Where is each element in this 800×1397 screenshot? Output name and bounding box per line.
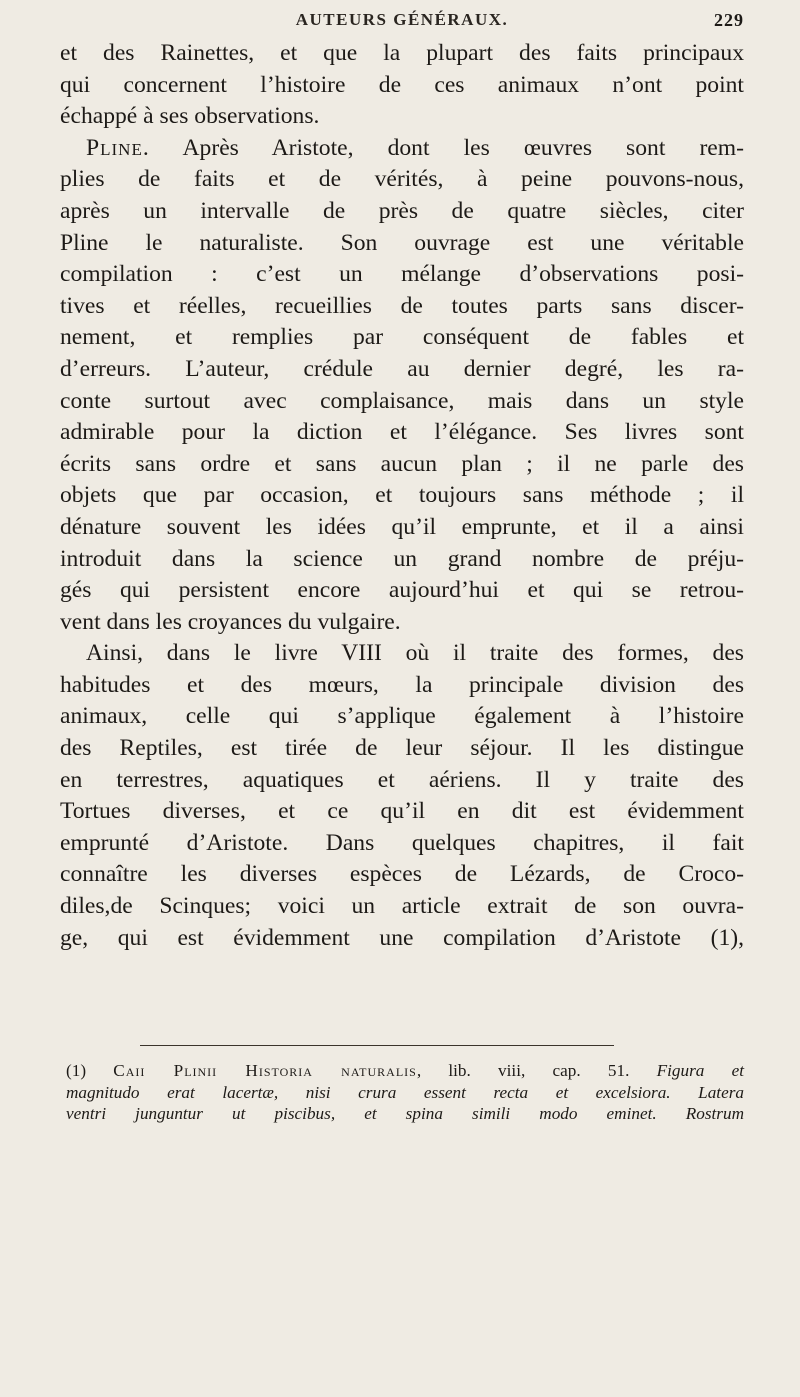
- text-line: Tortues diverses, et ce qu’il en dit est évidemment: [60, 798, 744, 825]
- footnote-line: [66, 1060, 744, 1082]
- text-line: emprunté d’Aristote. Dans quelques chapitres, il fait: [60, 829, 744, 856]
- body-text: [60, 38, 744, 954]
- text-line: Ainsi, dans le livre VIII où il traite des formes, des: [86, 640, 744, 667]
- text-line: qui concernent l’histoire de ces animaux n’ont point: [60, 71, 744, 98]
- text-line: des Reptiles, est tirée de leur séjour. Il les distingue: [60, 735, 744, 762]
- text-line: introduit dans la science un grand nombre de préju-: [60, 545, 744, 572]
- text-line: compilation : c’est un mélange d’observations posi-: [60, 261, 744, 288]
- footnote: [66, 1060, 744, 1125]
- running-head: [60, 10, 744, 34]
- text-line: après un intervalle de près de quatre siècles, citer: [60, 197, 744, 224]
- text-line: [60, 133, 744, 165]
- text-line: tives et réelles, recueillies de toutes parts sans discer-: [60, 292, 744, 319]
- running-title: AUTEURS GÉNÉRAUX.: [295, 10, 509, 29]
- text-line: conte surtout avec complaisance, mais dans un style: [60, 387, 744, 414]
- text-line: habitudes et des mœurs, la principale division des: [60, 671, 744, 698]
- footnote-quote-start: Figura et: [656, 1061, 744, 1080]
- text-line: Pline le naturaliste. Son ouvrage est une véritable: [60, 229, 744, 256]
- text-line: en terrestres, aquatiques et aériens. Il y traite des: [60, 766, 744, 793]
- text-line: connaître les diverses espèces de Lézards, de Croco-: [60, 861, 744, 888]
- text-line: dénature souvent les idées qu’il emprunte, et il a ainsi: [60, 513, 744, 540]
- footnote-source: Caii Plinii Historia naturalis: [113, 1061, 417, 1080]
- section-lead: Pline.: [86, 134, 150, 161]
- text-line: échappé à ses observations.: [60, 103, 320, 130]
- text-line: d’erreurs. L’auteur, crédule au dernier degré, les ra-: [60, 355, 744, 382]
- text-line: admirable pour la diction et l’élégance. Ses livres sont: [60, 419, 744, 446]
- footnote-reference: , lib. viii, cap. 51.: [416, 1061, 630, 1080]
- footnote-line: magnitudo erat lacertæ, nisi crura essent recta et excelsiora. Latera: [66, 1082, 744, 1102]
- text-line: animaux, celle qui s’applique également à l’histoire: [60, 703, 744, 730]
- text-line: gés qui persistent encore aujourd’hui et qui se retrou-: [60, 577, 744, 604]
- text-line-content: Après Aristote, dont les œuvres sont rem-: [182, 134, 744, 161]
- page-number: 229: [714, 10, 744, 30]
- text-line: diles,de Scinques; voici un article extrait de son ouvra-: [60, 893, 744, 920]
- text-line: ge, qui est évidemment une compilation d’Aristote (1),: [60, 924, 744, 951]
- footnote-line: ventri junguntur ut piscibus, et spina simili modo eminet. Rostrum: [66, 1104, 744, 1123]
- text-line: objets que par occasion, et toujours sans méthode ; il: [60, 482, 744, 509]
- text-line: écrits sans ordre et sans aucun plan ; il ne parle des: [60, 450, 744, 477]
- text-line: et des Rainettes, et que la plupart des faits principaux: [60, 40, 744, 66]
- text-line: vent dans les croyances du vulgaire.: [60, 608, 401, 635]
- footnote-divider: [140, 1045, 614, 1046]
- text-line: nement, et remplies par conséquent de fables et: [60, 324, 744, 351]
- footnote-marker: (1): [66, 1061, 87, 1080]
- text-line: plies de faits et de vérités, à peine pouvons-nous,: [60, 166, 744, 193]
